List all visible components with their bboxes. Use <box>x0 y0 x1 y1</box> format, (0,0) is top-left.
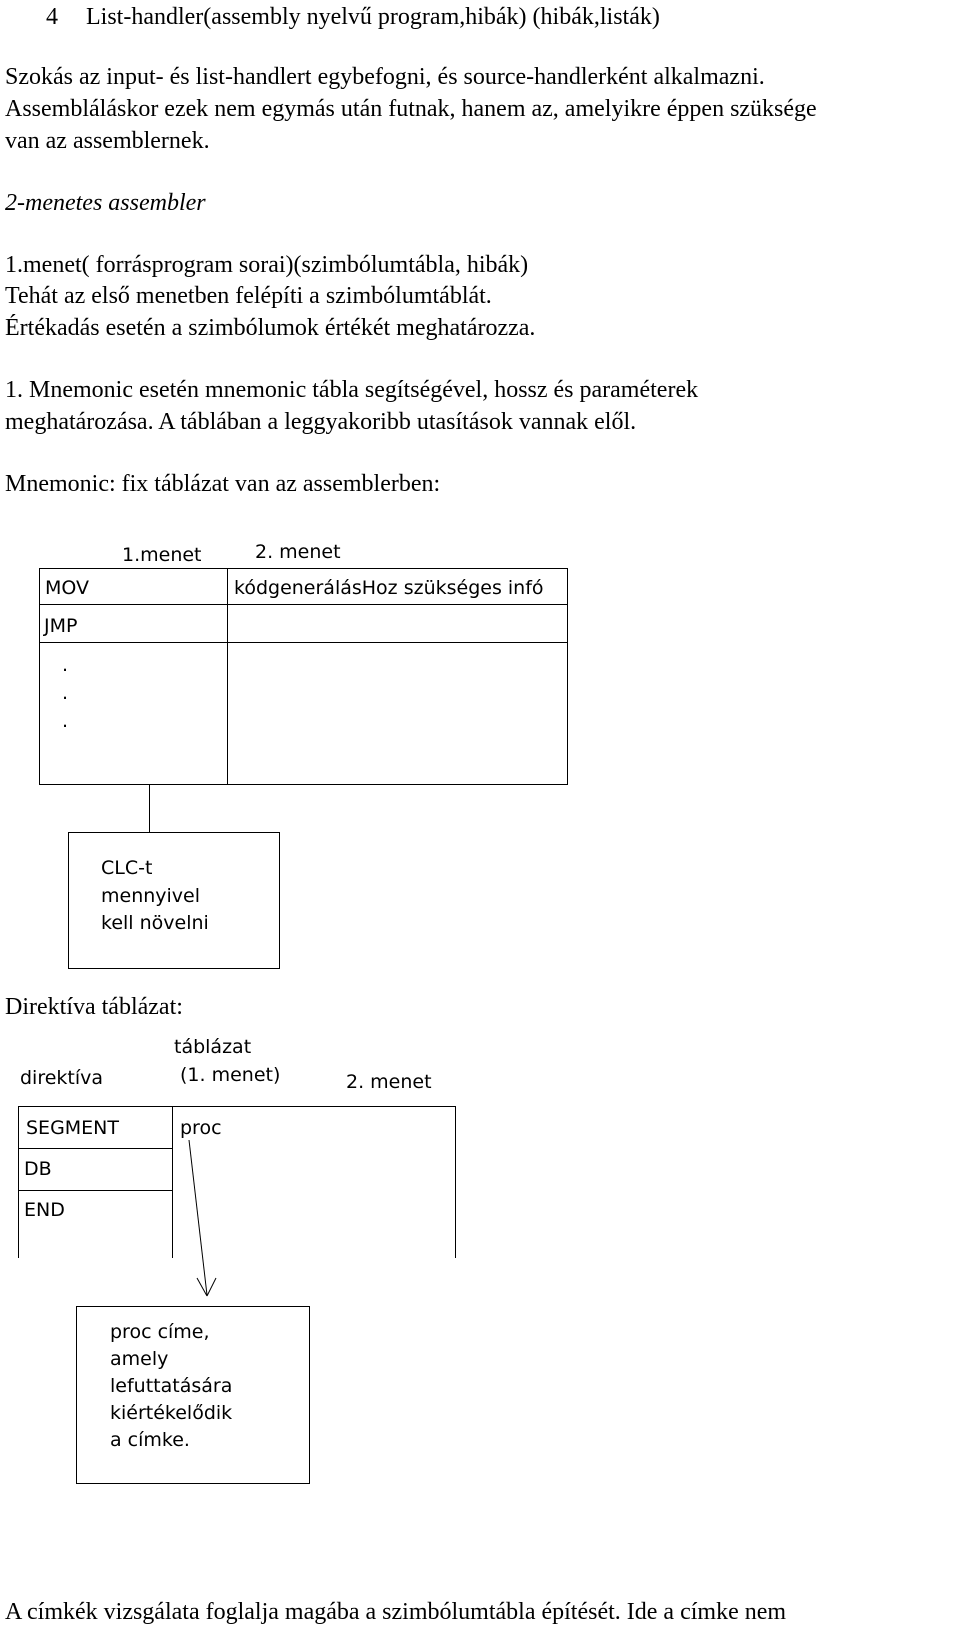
mnemonic-dot-1: . <box>62 654 69 676</box>
intro-line-1: Szokás az input- és list-handlert egybefogni, és source-handlerként alkalmazni. <box>5 64 765 90</box>
subheading: 2-menetes assembler <box>5 190 206 216</box>
directive-row-db: DB <box>24 1158 52 1180</box>
mnemonic-row-sep-1 <box>39 604 568 605</box>
section-number: 4 <box>46 4 58 30</box>
intro-line-2: Assembláláskor ezek nem egymás után futnak, hanem az, amelyikre éppen szüksége <box>5 96 817 122</box>
directive-row-sep-1 <box>18 1148 172 1149</box>
directive-col2-header-line-1: táblázat <box>174 1036 252 1058</box>
pass1-line-1: 1.menet( forrásprogram sorai)(szimbólumtábla, hibák) <box>5 252 529 278</box>
mnemonic-note-line-1: CLC-t <box>101 857 153 879</box>
directive-note-line-3: lefuttatására <box>110 1375 233 1397</box>
intro-line-3: van az assemblernek. <box>5 128 210 154</box>
mnemonic-connector-line <box>149 785 150 833</box>
pass1-line-2: Tehát az első menetben felépíti a szimbólumtáblát. <box>5 283 492 309</box>
mnemonic-label: Mnemonic: fix táblázat van az assemblerben: <box>5 471 441 497</box>
directive-table-divider-1 <box>172 1106 173 1258</box>
directive-note-line-5: a címke. <box>110 1429 190 1451</box>
directive-table-right <box>455 1106 456 1258</box>
mnemonic-table-divider <box>227 568 228 785</box>
mnemonic-col2-header: 2. menet <box>255 541 341 563</box>
mnemonic-line-1: 1. Mnemonic esetén mnemonic tábla segítségével, hossz és paraméterek <box>5 377 699 403</box>
mnemonic-row1-info: kódgenerálásHoz szükséges infó <box>234 577 544 599</box>
directive-label: Direktíva táblázat: <box>5 994 183 1020</box>
directive-col1-header: direktíva <box>20 1067 104 1089</box>
mnemonic-table-frame <box>39 568 568 785</box>
section-heading: List-handler(assembly nyelvű program,hibák) (hibák,listák) <box>86 4 660 30</box>
directive-note-line-2: amely <box>110 1348 169 1370</box>
directive-note-line-1: proc címe, <box>110 1321 210 1343</box>
directive-col3-header: 2. menet <box>346 1071 432 1093</box>
mnemonic-dot-2: . <box>62 682 69 704</box>
directive-row-sep-2 <box>18 1190 172 1191</box>
directive-table-left <box>18 1106 19 1258</box>
footer-text: A címkék vizsgálata foglalja magába a szimbólumtábla építését. Ide a címke nem <box>5 1599 787 1625</box>
directive-row1-col2: proc <box>180 1117 222 1139</box>
mnemonic-line-2: meghatározása. A táblában a leggyakoribb utasítások vannak elől. <box>5 409 637 435</box>
directive-row-end: END <box>24 1199 65 1221</box>
mnemonic-row-jmp: JMP <box>44 615 78 637</box>
directive-table-top <box>18 1106 455 1107</box>
mnemonic-row-sep-2 <box>39 642 568 643</box>
pass1-line-3: Értékadás esetén a szimbólumok értékét meghatározza. <box>5 315 536 341</box>
mnemonic-row-mov: MOV <box>45 577 90 599</box>
mnemonic-dot-3: . <box>62 710 69 732</box>
directive-row-segment: SEGMENT <box>26 1117 120 1139</box>
directive-note-line-4: kiértékelődik <box>110 1402 233 1424</box>
directive-col2-header-line-2: (1. menet) <box>180 1064 281 1086</box>
mnemonic-col1-header: 1.menet <box>122 544 202 566</box>
mnemonic-note-line-2: mennyivel <box>101 885 201 907</box>
mnemonic-note-line-3: kell növelni <box>101 912 209 934</box>
